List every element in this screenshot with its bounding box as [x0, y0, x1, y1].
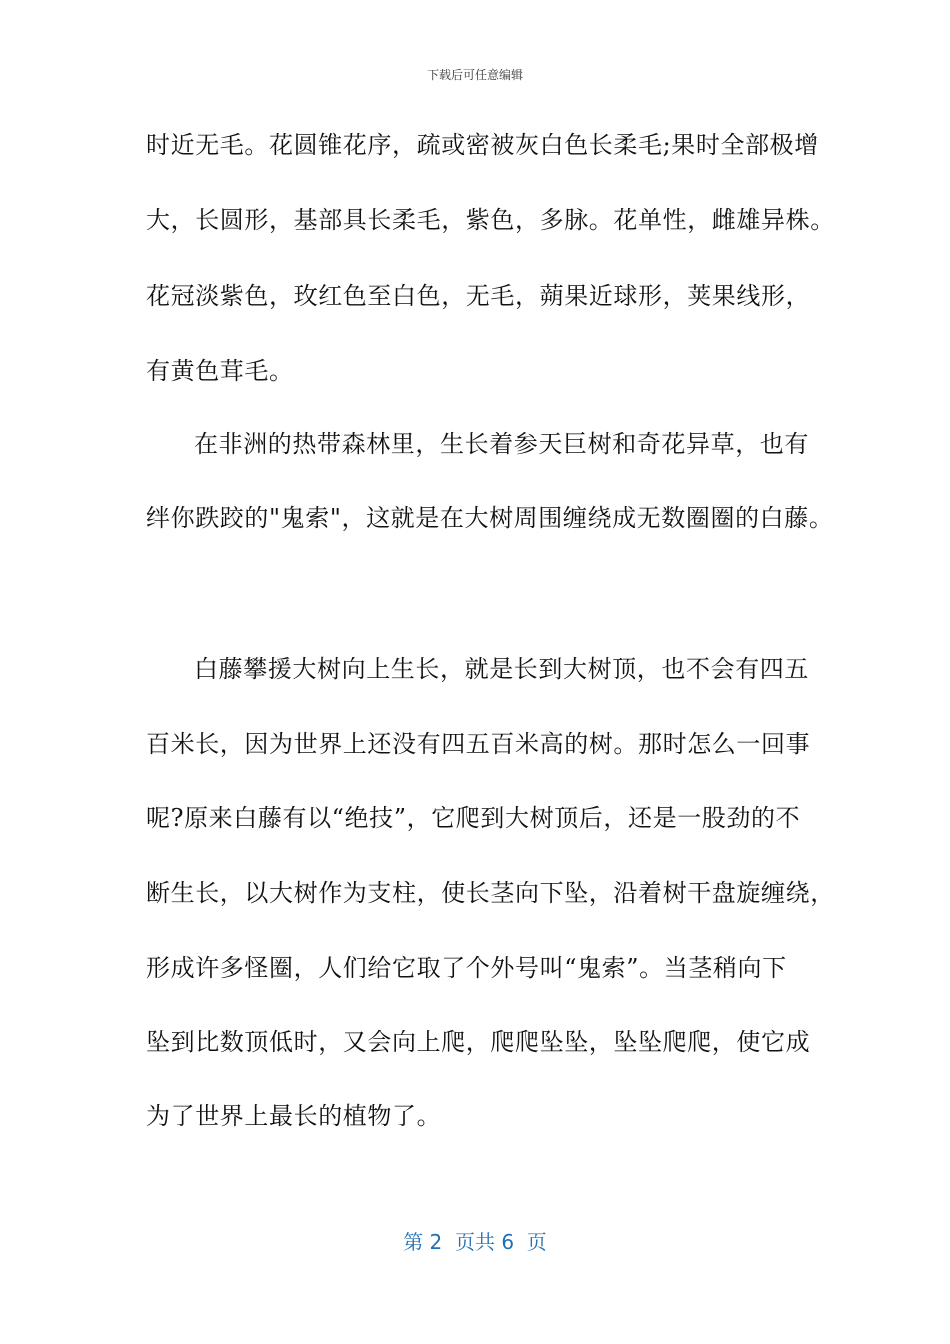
paragraph-line: 白藤攀援大树向上生长，就是长到大树顶，也不会有四五 [194, 655, 809, 683]
page-number: 第 2 页共 6 页 [403, 1230, 547, 1254]
paragraph-line: 坠到比数顶低时，又会向上爬，爬爬坠坠，坠坠爬爬，使它成 [146, 1028, 811, 1056]
paragraph-line: 呢?原来白藤有以“绝技”，它爬到大树顶后，还是一股劲的不 [146, 804, 801, 832]
paragraph-line: 时近无毛。花圆锥花序，疏或密被灰白色长柔毛;果时全部极增 [146, 131, 819, 159]
paragraph-line: 百米长，因为世界上还没有四五百米高的树。那时怎么一回事 [146, 730, 811, 758]
paragraph-line: 形成许多怪圈，人们给它取了个外号叫“鬼索”。当茎稍向下 [146, 954, 787, 982]
paragraph-line: 有黄色茸毛。 [146, 357, 294, 385]
paragraph-line: 绊你跌跤的"鬼索"，这就是在大树周围缠绕成无数圈圈的白藤。 [146, 504, 834, 532]
paragraph-line: 断生长，以大树作为支柱，使长茎向下坠，沿着树干盘旋缠绕， [146, 879, 835, 907]
paragraph-line: 为了世界上最长的植物了。 [146, 1102, 442, 1130]
header-note: 下载后可任意编辑 [426, 68, 523, 82]
paragraph-line: 花冠淡紫色，玫红色至白色，无毛，蒴果近球形，荚果线形， [146, 282, 811, 310]
paragraph-line: 大，长圆形，基部具长柔毛，紫色，多脉。花单性，雌雄异株。 [146, 206, 835, 234]
paragraph-line: 在非洲的热带森林里，生长着参天巨树和奇花异草，也有 [194, 430, 809, 458]
